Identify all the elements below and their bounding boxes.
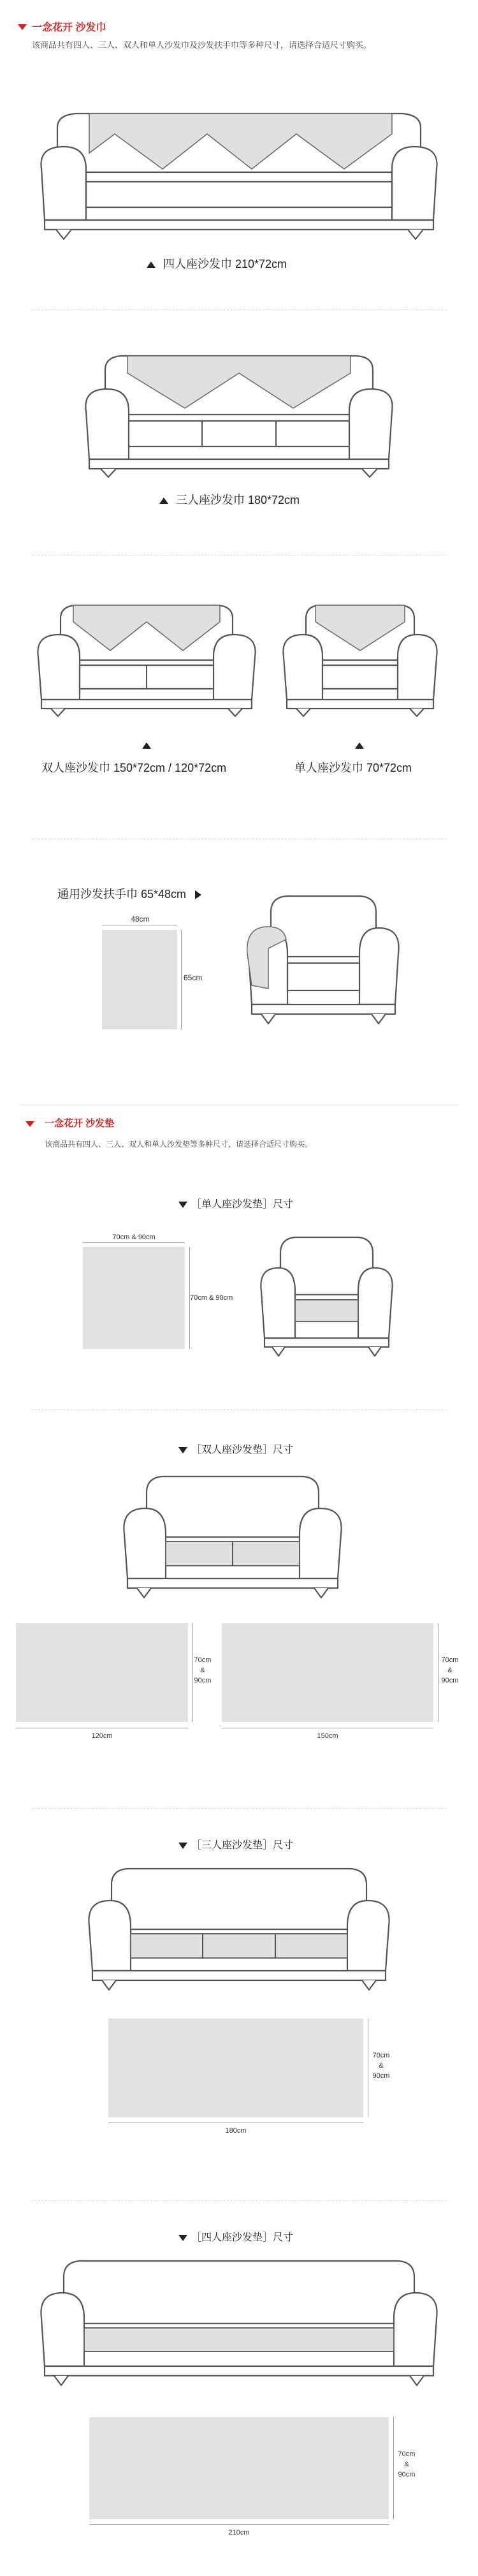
single-seat-sofa-illustration — [280, 596, 440, 718]
divider — [32, 2200, 446, 2201]
triangle-up-icon — [147, 261, 156, 268]
four-seat-towel-caption: 四人座沙发巾 210*72cm — [147, 255, 287, 272]
triangle-right-icon — [195, 890, 201, 899]
four-cushion-header: ［四人座沙发垫］尺寸 — [178, 2229, 293, 2244]
three-seat-sofa-illustration — [83, 344, 395, 478]
double-cushion-width-label-2: 150cm — [317, 1732, 338, 1740]
triangle-down-icon — [178, 1447, 187, 1454]
single-cushion-height-label: 70cm & 90cm — [190, 1294, 233, 1302]
divider — [32, 1409, 446, 1410]
three-cushion-header: ［三人座沙发垫］尺寸 — [178, 1837, 293, 1851]
triangle-down-icon — [178, 1202, 187, 1208]
double-arrow-icon — [142, 740, 151, 751]
double-cushion-width-label-1: 120cm — [91, 1732, 113, 1740]
double-cushion-height-label-2: 70cm & 90cm — [441, 1656, 459, 1684]
single-cushion-swatch — [83, 1247, 185, 1349]
single-cushion-header: ［单人座沙发垫］尺寸 — [178, 1196, 293, 1211]
section1-title: 一念花开 沙发巾 — [32, 22, 106, 33]
three-cushion-swatch — [108, 2019, 363, 2117]
three-seat-towel-caption: 三人座沙发巾 180*72cm — [159, 491, 300, 508]
double-seat-sofa-illustration — [35, 596, 258, 718]
triangle-up-icon — [159, 497, 168, 504]
four-cushion-width-line — [89, 2524, 389, 2525]
section1-marker-icon — [18, 24, 27, 30]
armrest-towel-caption: 通用沙发扶手巾 65*48cm — [57, 885, 201, 902]
single-sofa-with-cushion-illustration — [258, 1231, 395, 1358]
armrest-towel-swatch — [102, 930, 177, 1029]
four-cushion-swatch — [89, 2417, 389, 2519]
single-arrow-icon — [355, 740, 364, 751]
divider — [32, 1808, 446, 1809]
double-cushion-swatch-150 — [222, 1623, 433, 1722]
section1-desc: 该商品共有四人、三人、双人和单人沙发巾及沙发扶手巾等多种尺寸，请选择合适尺寸购买。 — [32, 40, 372, 50]
armchair-with-armrest-towel-illustration — [245, 890, 402, 1027]
section2-title: 一念花开 沙发垫 — [45, 1118, 115, 1129]
armrest-width-label: 48cm — [131, 915, 150, 924]
double-sofa-with-cushion-illustration — [121, 1470, 344, 1601]
four-cushion-width-label: 210cm — [228, 2529, 250, 2536]
single-seat-towel-caption: 单人座沙发巾 70*72cm — [294, 762, 412, 774]
section2-marker-icon — [25, 1121, 34, 1127]
three-cushion-height-label: 70cm & 90cm — [372, 2052, 390, 2080]
four-sofa-with-cushion-illustration — [38, 2255, 440, 2388]
three-sofa-with-cushion-illustration — [86, 1862, 392, 1993]
double-cushion-swatch-120 — [16, 1623, 188, 1722]
double-cushion-height-label-1: 70cm & 90cm — [194, 1656, 212, 1684]
divider — [32, 555, 446, 556]
four-seat-sofa-illustration — [38, 102, 440, 242]
three-cushion-width-label: 180cm — [225, 2127, 247, 2135]
armrest-height-label: 65cm — [184, 973, 203, 982]
triangle-down-icon — [178, 1843, 187, 1849]
double-cushion-header: ［双人座沙发垫］尺寸 — [178, 1441, 293, 1456]
armrest-height-line — [181, 930, 182, 1029]
triangle-down-icon — [178, 2235, 187, 2241]
section2-desc: 该商品共有四人、三人、双人和单人沙发垫等多种尺寸，请选择合适尺寸购买。 — [45, 1140, 313, 1149]
double-seat-towel-caption: 双人座沙发巾 150*72cm / 120*72cm — [41, 762, 227, 774]
single-cushion-width-line — [83, 1242, 185, 1243]
single-cushion-width-label: 70cm & 90cm — [112, 1233, 156, 1241]
four-cushion-height-label: 70cm & 90cm — [398, 2450, 416, 2478]
divider — [32, 309, 446, 310]
